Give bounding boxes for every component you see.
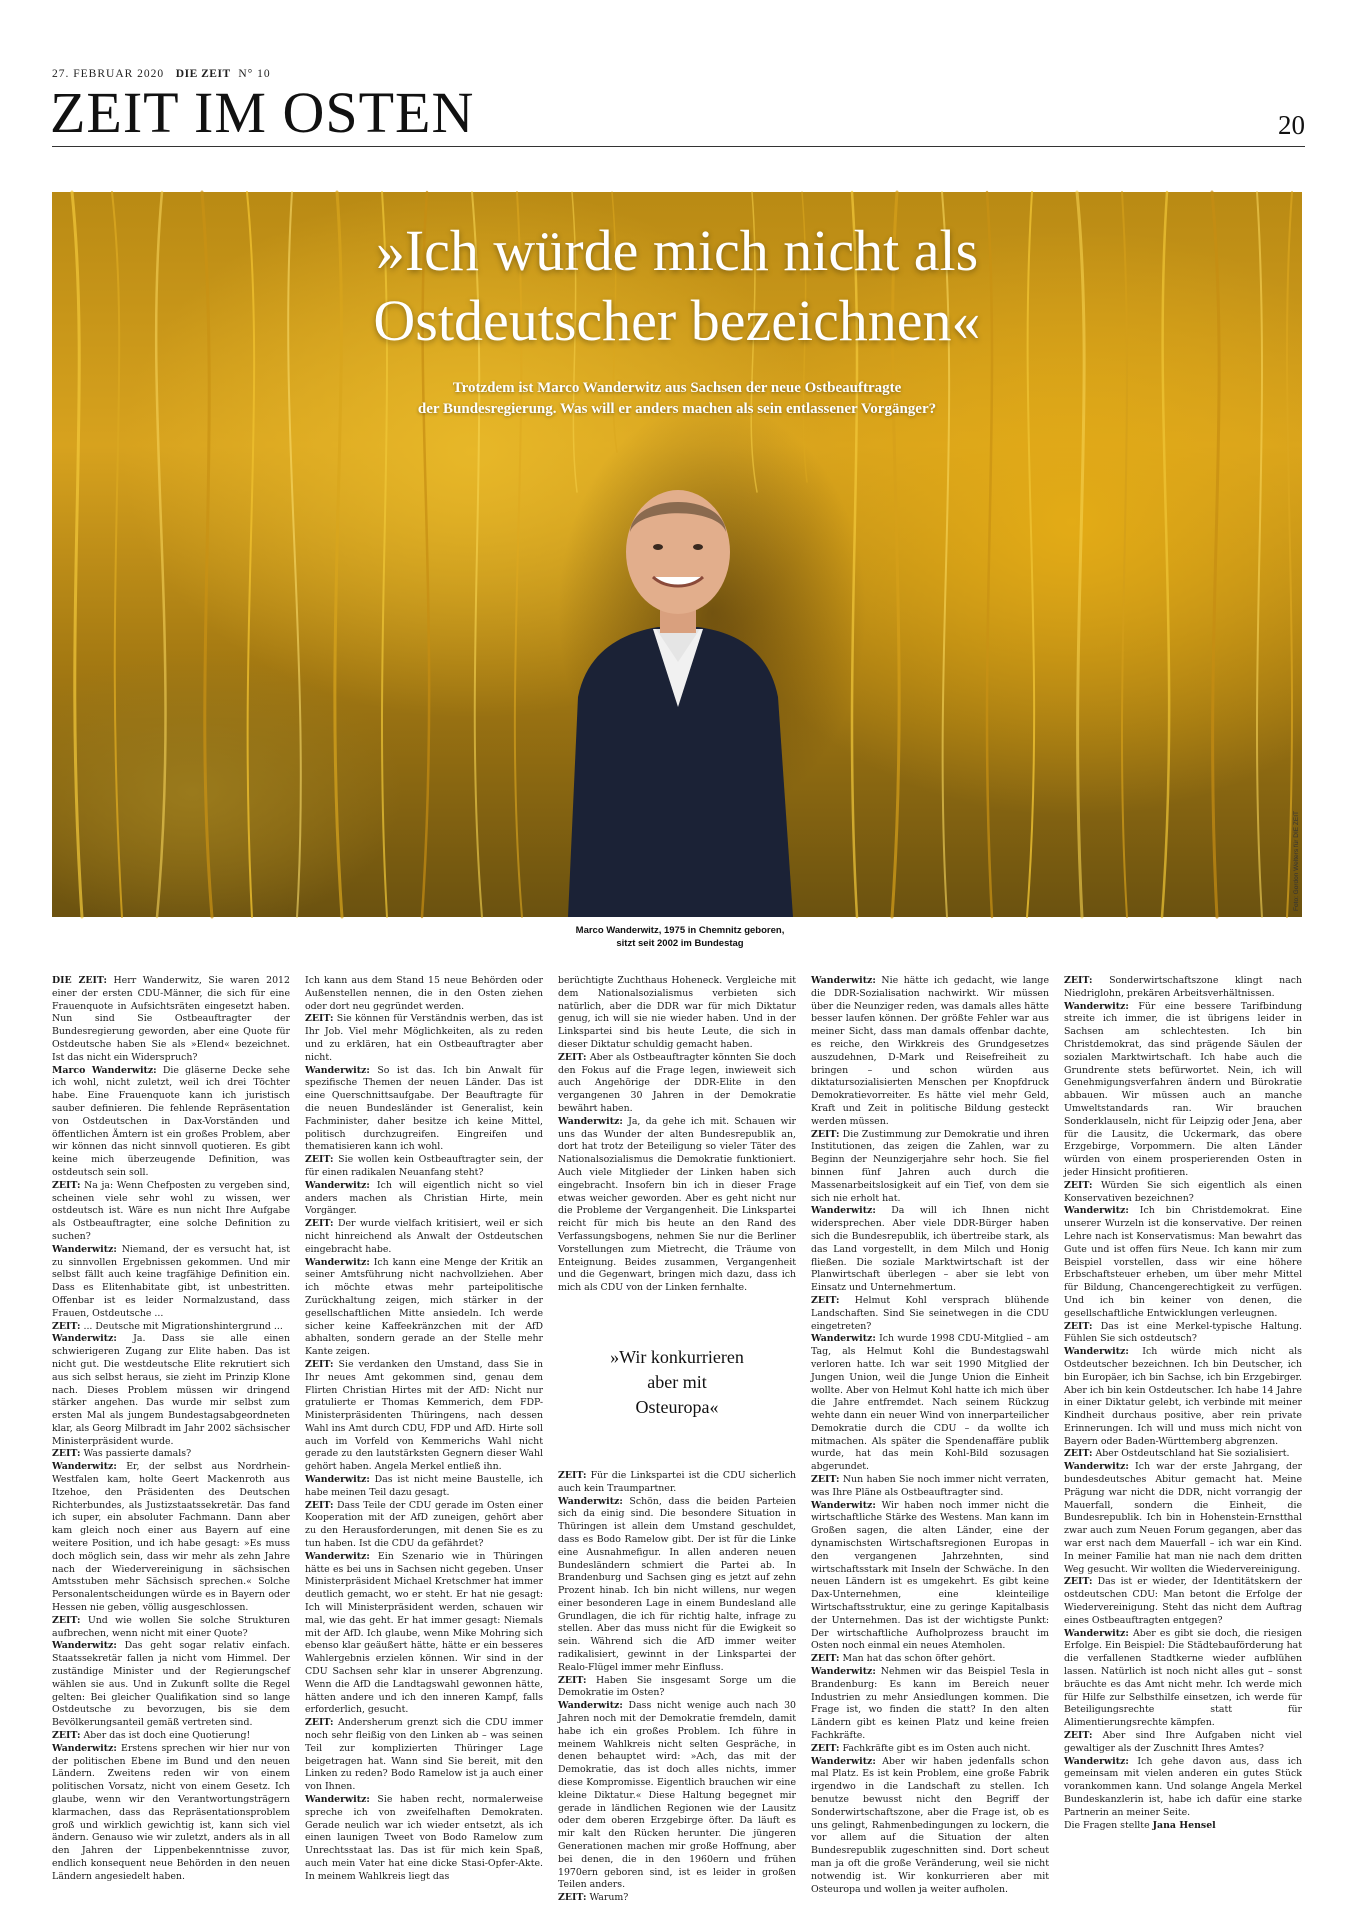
- paragraph: [305, 1359, 543, 1474]
- paragraph: [1064, 1628, 1302, 1730]
- paragraph: [305, 1500, 543, 1551]
- paragraph-text: Aber wir haben jedenfalls schon mal Platz. Es ist kein Problem, eine große Fabrik irgendwo in die Landschaft zu stellen. Ich benutze bewusst nicht den Begriff der Sonderwirtschaftszone, aber die Frage ist, ob es uns gelingt, Rahmenbedingungen zu lockern, die vor allem auf die Situation der alten Bundesrepublik zugeschnitten sind. Dort scheut man ja oft die große Veränderung, weil sie nicht notwendig ist. Wir konkurrieren aber mit Osteuropa und wollen ja weiter aufholen.: [811, 1755, 1049, 1895]
- pull-quote-line-3: Osteuropa«: [635, 1396, 719, 1417]
- speaker-label: Wanderwitz:: [52, 1461, 117, 1473]
- speaker-label: Wanderwitz:: [1064, 1755, 1129, 1767]
- paragraph-text: Aber es gibt sie doch, die riesigen Erfolge. Ein Beispiel: Die Städtebauförderung hat die verfallenen Stadtkerne wieder aufblühen lassen. Natürlich ist noch nicht alles gut – sonst bräuchte es das Amt nicht mehr. Ich werde mich für Hilfe zur Selbsthilfe einsetzen, ich werde für Beteiligungsrechte statt für Alimentierungsrechte kämpfen.: [1064, 1627, 1302, 1729]
- paragraph-text: Was passierte damals?: [80, 1448, 192, 1460]
- paragraph: [52, 1180, 290, 1244]
- text-column-3-top: [558, 975, 796, 1295]
- paragraph: [52, 1615, 290, 1641]
- speaker-label: ZEIT:: [52, 1179, 81, 1191]
- paragraph: [1064, 1448, 1302, 1461]
- paragraph-text: berüchtigte Zuchthaus Hoheneck. Vergleiche mit dem Nationalsozialismus verbieten sich natürlich, aber die DDR war für mich Diktatur genug, ich will sie nie wieder haben. Und in der Linkspartei sind bis heute Leute, die sich in dieser Diktatur schuldig gemacht haben.: [558, 975, 796, 1050]
- article-headline: [52, 216, 1302, 356]
- paragraph-text: Die Zustimmung zur Demokratie und ihren Institutionen, das zeigen die Zahlen, war zu Beginn der Neunzigerjahre sehr hoch. Sie fiel binnen fünf Jahren auch durch die Massenarbeitslosigkeit auf ein Tief, von dem sie sich nie erholt hat.: [811, 1128, 1049, 1204]
- paragraph: [305, 1717, 543, 1794]
- paragraph: [305, 1065, 543, 1155]
- paragraph: [558, 1700, 796, 1892]
- issue-number: N° 10: [238, 68, 271, 80]
- speaker-label: ZEIT:: [811, 1128, 840, 1140]
- paragraph-text: Die gläserne Decke sehe ich wohl, nicht zuletzt, weil ich drei Töchter habe. Eine Frauenquote kann ich juristisch sauber definieren. Die fehlende Repräsentation von Ostdeutschen in Dax-Vorständen und öffentlichen Ämtern ist ein großes Problem, aber wir können das nicht sinnvoll quotieren. Es gibt keine mich überzeugende Definition, was ostdeutsch sein soll.: [52, 1064, 290, 1178]
- speaker-label: Wanderwitz:: [811, 1333, 876, 1345]
- speaker-label: Wanderwitz:: [52, 1333, 117, 1345]
- headline-line-2: Ostdeutscher bezeichnen«: [373, 288, 981, 353]
- section-title: ZEIT IM OSTEN: [50, 80, 475, 145]
- speaker-label: DIE ZEIT:: [52, 975, 107, 986]
- paragraph: [1064, 1756, 1302, 1820]
- paragraph-text: Sie verdanken den Umstand, dass Sie in Ihr neues Amt gekommen sind, genau dem Flirten Christian Hirtes mit der AfD: Nicht nur gratulierte er Thomas Kemmerich, dem FDP-Ministerpräsidenten Thüringens, nach dessen Wahl ins Amt durch CDU, FDP und AfD. Hirte soll auch im Vorfeld von Kemmerichs Wahl nicht gerade zu den lautstärksten Gegnern dieser Wahl gehört haben. Angela Merkel entließ ihn.: [305, 1358, 543, 1473]
- paragraph-text: Wir haben noch immer nicht die wirtschaftliche Stärke des Westens. Man kann im Großen sagen, die alten Länder, eine der dynamischsten Wirtschaftsregionen Europas in den vergangenen Jahrzehnten, sind wirtschaftsstark mit Inseln der Schwäche. In den neuen Ländern ist es umgekehrt. Es gibt keine Dax-Unternehmen, eine kleinteilige Wirtschaftsstruktur, eine zu geringe Kapitalbasis der Unternehmen. Das ist der wichtigste Punkt: Der wirtschaftliche Aufholprozess braucht im Osten noch einmal ein neues Atemholen.: [811, 1499, 1049, 1652]
- paragraph: [558, 975, 796, 1052]
- paragraph-text: Ich war der erste Jahrgang, der bundesdeutsches Abitur gemacht hat. Meine Prägung war nicht die DDR, nicht vorrangig der Mauerfall, sondern die Einheit, die Bundesrepublik. Ich bin in Hohenstein-Ernstthal zwar auch zum Neuen Forum gegangen, aber das war erst nach dem Mauerfall – ich war ein Kind. In meiner Familie hat man nie nach dem dritten Weg gesucht. Wir wollten die Wiedervereinigung.: [1064, 1461, 1302, 1575]
- paragraph-text: Ich bin Christdemokrat. Eine unserer Wurzeln ist die konservative. Der reinen Lehre nach ist Konservatismus: Man bewahrt das Gute und ist offen fürs Neue. Ich kann mir zum Beispiel vorstellen, dass wir eine höhere Erbschaftsteuer erheben, um über mehr Mittel für Bildung, Chancengerechtigkeit zu verfügen. Und ich bin keiner von denen, die gesellschaftliche Entwicklungen verleugnen.: [1064, 1205, 1302, 1319]
- portrait-figure: [538, 447, 818, 917]
- paragraph: [811, 1295, 1049, 1333]
- article-body: [52, 975, 1302, 1904]
- paragraph-text: Na ja: Wenn Chefposten zu vergeben sind, scheinen viele sehr wohl zu wissen, wer ostdeutsch ist. Wäre es nun nicht Ihre Aufgabe als Ostbeauftragter, eine solche Definition zu suchen?: [52, 1179, 290, 1242]
- paragraph-text: Aber als Ostbeauftragter könnten Sie doch den Fokus auf die Frage legen, inwieweit sich auch Angehörige der DDR-Elite in den vergangenen 30 Jahren in der Demokratie bewährt haben.: [558, 1051, 796, 1114]
- paragraph: [52, 1321, 290, 1334]
- paragraph-text: Nehmen wir das Beispiel Tesla in Brandenburg: Es kann im Bereich neuer Industrien zu mehr Ansiedlungen kommen. Die Frage ist, wo finden die statt? In den alten Ländern gibt es keinen Platz und keine freien Fachkräfte.: [811, 1666, 1049, 1742]
- speaker-label: Wanderwitz:: [1064, 1205, 1129, 1217]
- paragraph-text: Und wie wollen Sie solche Strukturen aufbrechen, wenn nicht mit einer Quote?: [52, 1614, 290, 1639]
- speaker-label: ZEIT:: [811, 1653, 840, 1665]
- speaker-label: ZEIT:: [52, 1614, 81, 1626]
- speaker-label: Wanderwitz:: [558, 1700, 623, 1712]
- paragraph: [811, 1756, 1049, 1897]
- paragraph-text: Andersherum grenzt sich die CDU immer noch sehr fleißig von den Linken ab – was seinen Teil zur komplizierten Thüringer Lage beigetragen hat. Wann sind Sie bereit, mit den Linken zu reden? Bodo Ramelow ist ja auch einer von Ihnen.: [305, 1717, 543, 1793]
- speaker-label: Wanderwitz:: [558, 1495, 623, 1507]
- speaker-label: Wanderwitz:: [305, 1179, 370, 1191]
- speaker-label: ZEIT:: [305, 1218, 334, 1230]
- paragraph-text: Da will ich Ihnen nicht widersprechen. Aber viele DDR-Bürger haben sich die Bundesrepublik, ich übertreibe stark, als das Land vorgestellt, in dem Milch und Honig fließen. Die soziale Marktwirtschaft ist der Planwirtschaft überlegen – aber sie lebt von Einsatz und Unternehmertum.: [811, 1205, 1049, 1294]
- paragraph-text: Herr Wanderwitz, Sie waren 2012 einer der ersten CDU-Männer, die sich für eine Frauenquote in Aufsichtsräten eingesetzt haben. Nun sind Sie Ostbeauftragter der Bundesregierung geworden, aber eine Quote für Ostdeutsche haben Sie als »Elend« bezeichnet. Ist das nicht ein Widerspruch?: [52, 975, 290, 1063]
- paragraph-text: Für eine bessere Tarifbindung streite ich immer, die ist übrigens leider in Sachsen am schlechtesten. Ich bin Christdemokrat, das sind prägende Säulen der sozialen Marktwirtschaft. Ich habe auch die Grundrente stets befürwortet. Nein, ich will Genehmigungsverfahren ändern und Bürokratie abbauen. Wir müssen auch an manche Umweltstandards ran. Wir brauchen Sonderklauseln, nicht für Leipzig oder Jena, aber für die Lausitz, die Uckermark, das obere Erzgebirge, Vorpommern. Die alten Länder würden von einem prosperierenden Osten in jeder Hinsicht profitieren.: [1064, 1000, 1302, 1178]
- text-column-4: [811, 975, 1049, 1895]
- speaker-label: Wanderwitz:: [1064, 1461, 1129, 1473]
- paragraph-text: Aber sind Ihre Aufgaben nicht viel gewaltiger als der Zuschnitt Ihres Amtes?: [1064, 1730, 1302, 1754]
- paragraph: [1064, 1321, 1302, 1347]
- text-column-1: [52, 975, 290, 1882]
- pull-quote-line-2: aber mit: [647, 1371, 707, 1392]
- speaker-label: Wanderwitz:: [811, 975, 876, 986]
- speaker-label: Wanderwitz:: [52, 1640, 117, 1652]
- paragraph-text: So ist das. Ich bin Anwalt für spezifische Themen der neuen Länder. Das ist eine Querschnittsaufgabe. Der Beauftragte für die neuen Bundesländer ist Generalist, kein Fachminister, daher besitze ich keine Mittel, politisch durchzugreifen. Eingreifen und thematisieren kann ich wohl.: [305, 1064, 543, 1153]
- issue-date: 27. FEBRUAR 2020: [52, 68, 165, 80]
- paragraph-text: Das geht sogar relativ einfach. Staatssekretär fallen ja nicht vom Himmel. Der zuständige Minister und der Regierungschef wählen sie aus. Und in Zukunft sollte die Regel gelten: Bei gleicher Qualifikation sind so lange Ostdeutsche zu bevorzugen, bis sie dem Bevölkerungsanteil gemäß vertreten sind.: [52, 1640, 290, 1729]
- paragraph: [558, 1052, 796, 1116]
- paragraph-text: Der wurde vielfach kritisiert, weil er sich nicht hinreichend als Anwalt der Ostdeutschen eingebracht habe.: [305, 1218, 543, 1255]
- speaker-label: ZEIT:: [811, 1294, 840, 1306]
- paragraph: [811, 1129, 1049, 1206]
- speaker-label: ZEIT:: [52, 1320, 81, 1332]
- paragraph: [52, 1743, 290, 1884]
- subhead-line-2: der Bundesregierung. Was will er anders machen als sein entlassener Vorgänger?: [417, 401, 937, 417]
- paragraph: [305, 1180, 543, 1218]
- paragraph-text: Nie hätte ich gedacht, wie lange die DDR-Sozialisation nachwirkt. Wir müssen über die Neunziger reden, was damals alles hätte besser laufen können. Der größte Fehler war aus meiner Sicht, dass man damals offenbar dachte, es reiche, den Wirkkreis des Grundgesetzes auszudehnen, D-Mark und Reisefreiheit zu bringen – und schon würden aus diktatursozialisierten Menschen per Knopfdruck Demokratievorreiter. Es hätte viel mehr Geld, Kraft und Zeit in politische Bildung gesteckt werden müssen.: [811, 975, 1049, 1127]
- photo-caption: [540, 924, 820, 950]
- paragraph-text: Ich kann aus dem Stand 15 neue Behörden oder Außenstellen nennen, die in den Osten ziehen oder dort neu gegründet werden.: [305, 975, 543, 1012]
- paragraph: [811, 1743, 1049, 1756]
- text-column-2: [305, 975, 543, 1882]
- paragraph: [305, 1794, 543, 1884]
- subhead-line-1: Trotzdem ist Marco Wanderwitz aus Sachsen der neue Ostbeauftragte: [452, 380, 902, 396]
- article-subhead: [52, 378, 1302, 420]
- text-column-5-body: [1064, 975, 1302, 1820]
- paragraph: [305, 1551, 543, 1717]
- speaker-label: Marco Wanderwitz:: [52, 1064, 157, 1076]
- pull-quote-line-1: »Wir konkurrieren: [610, 1346, 744, 1367]
- text-column-3: [558, 975, 796, 1904]
- speaker-label: ZEIT:: [1064, 1730, 1093, 1742]
- paragraph-text: Warum?: [586, 1892, 629, 1904]
- paragraph-text: Erstens sprechen wir hier nur von der politischen Ebene im Bund und den neuen Ländern. Zweitens reden wir von einem politischen Vorsatz, nicht von einem Gesetz. Ich glaube, wenn wir den Verantwortungsträgern klarmachen, dass das Repräsentationsproblem groß und wirklich gewichtig ist, kann sich viel ändern. Genauso wie wir zuletzt, anders als in all den Jahren der Lippenbekenntnisse zuvor, endlich konsequent neue Behörden in den neuen Ländern angesiedelt haben.: [52, 1742, 290, 1882]
- paragraph: [811, 1653, 1049, 1666]
- speaker-label: ZEIT:: [1064, 1179, 1093, 1191]
- speaker-label: ZEIT:: [305, 1154, 334, 1166]
- paragraph-text: Sie haben recht, normalerweise spreche ich von zweifelhaften Demokraten. Gerade neulich war ich wieder entsetzt, als ich einen launigen Tweet von Bodo Ramelow zum Unrechtsstaat las. Das ist für mich kein Spaß, auch mein Vater hat eine dicke Stasi-Opfer-Akte. In meinem Wahlkreis liegt das: [305, 1794, 543, 1882]
- speaker-label: ZEIT:: [52, 1448, 81, 1460]
- paragraph: [811, 1500, 1049, 1654]
- paragraph: [1064, 1730, 1302, 1756]
- paragraph-text: Würden Sie sich eigentlich als einen Konservativen bezeichnen?: [1064, 1179, 1302, 1204]
- speaker-label: ZEIT:: [52, 1730, 81, 1742]
- paragraph: [558, 1496, 796, 1675]
- paragraph: [1064, 1001, 1302, 1180]
- paragraph: [811, 1205, 1049, 1295]
- speaker-label: Wanderwitz:: [52, 1243, 117, 1255]
- masthead-meta: [52, 68, 271, 80]
- speaker-label: Wanderwitz:: [558, 1115, 623, 1127]
- paragraph: [1064, 1576, 1302, 1627]
- paragraph: [811, 1333, 1049, 1474]
- speaker-label: Wanderwitz:: [811, 1755, 876, 1767]
- paragraph-text: Das ist nicht meine Baustelle, ich habe meinen Teil dazu gesagt.: [305, 1474, 543, 1498]
- paragraph-text: Ich will eigentlich nicht so viel anders machen als Christian Hirte, mein Vorgänger.: [305, 1179, 543, 1217]
- speaker-label: Wanderwitz:: [1064, 1346, 1129, 1358]
- speaker-label: Wanderwitz:: [305, 1794, 370, 1805]
- paragraph: [1064, 975, 1302, 1001]
- publication-name: DIE ZEIT: [175, 68, 231, 80]
- speaker-label: Wanderwitz:: [305, 1474, 370, 1486]
- speaker-label: ZEIT:: [305, 1717, 334, 1729]
- speaker-label: ZEIT:: [558, 1674, 587, 1686]
- speaker-label: Wanderwitz:: [1064, 1000, 1129, 1012]
- paragraph-text: Ich kann eine Menge der Kritik an seiner Amtsführung nicht nachvollziehen. Aber ich möchte etwas mehr parteipolitische Zurückhaltung zeigen, mich stärker in der gesellschaftlichen Mitte ansiedeln. Ich werde sicher keine Kaffeekränzchen mit der AfD abhalten, sondern gerade an der Stelle mehr Kante zeigen.: [305, 1256, 543, 1358]
- paragraph-text: Dass nicht wenige auch nach 30 Jahren noch mit der Demokratie fremdeln, damit habe ich ein großes Problem. Ich führe in meinem Wahlkreis nicht selten Gespräche, in denen behauptet wird: »Ach, das mit der Demokratie, das ist doch alles nichts, immer diese Kompromisse. Eigentlich brauchen wir eine kleine Diktatur.« Diese Haltung begegnet mir gerade in ländlichen Regionen wie der Lausitz oder dem oberen Erzgebirge öfter. Da läuft es mir kalt den Rücken herunter. Die jüngeren Generationen machen mir große Hoffnung, aber bei denen, die in den 1960ern und frühen 1970ern geboren sind, ist es leider in großen Teilen anders.: [558, 1700, 796, 1891]
- paragraph-text: ... Deutsche mit Migrationshintergrund ...: [80, 1320, 283, 1332]
- speaker-label: ZEIT:: [811, 1742, 840, 1754]
- paragraph: [305, 1013, 543, 1064]
- speaker-label: ZEIT:: [305, 1013, 334, 1025]
- paragraph: [811, 1474, 1049, 1500]
- paragraph-text: Helmut Kohl versprach blühende Landschaften. Sind Sie seinetwegen in die CDU eingetreten?: [811, 1294, 1049, 1332]
- byline-prefix: Die Fragen stellte: [1064, 1819, 1150, 1831]
- paragraph: [558, 1892, 796, 1905]
- paragraph: [558, 1470, 796, 1496]
- paragraph: [811, 975, 1049, 1129]
- paragraph: [1064, 1180, 1302, 1206]
- speaker-label: Wanderwitz:: [811, 1499, 876, 1511]
- paragraph: [811, 1666, 1049, 1743]
- speaker-label: ZEIT:: [1064, 1320, 1093, 1332]
- paragraph-text: Ich würde mich nicht als Ostdeutscher bezeichnen. Ich bin Deutscher, ich bin Europäer, ich bin Sachse, ich bin Erzgebirger. Aber ich bin kein Ostdeutscher. Ich habe 14 Jahre in einer Diktatur gelebt, ich verbinde mit meiner Kindheit durchaus positive, aber rein private Erinnerungen. Ich will und muss mich nicht von Bayern oder Baden-Württemberg abgrenzen.: [1064, 1346, 1302, 1447]
- speaker-label: Wanderwitz:: [811, 1666, 876, 1678]
- speaker-label: Wanderwitz:: [52, 1742, 117, 1754]
- paragraph-text: Ja, da gehe ich mit. Schauen wir uns das Wunder der alten Bundesrepublik an, dort hat trotz der Beteiligung so vieler Täter des Nationalsozialismus die Demokratie funktioniert. Auch viele Mitglieder der Linken haben sich eingebracht. Insofern bin ich in dieser Frage etwas weicher geworden. Aber es geht nicht nur die Probleme der Vergangenheit. Die Linkspartei reicht für mich bis heute an den Rand des Verfassungsbogens, nehmen Sie nur die Berliner Vorstellungen zum Mietrecht, die Träume von Enteignung. Beides zusammen, Vergangenheit und die Gegenwart, bringen mich dazu, dass ich mich als CDU von der Linken fernhalte.: [558, 1115, 796, 1294]
- speaker-label: Wanderwitz:: [305, 1064, 370, 1076]
- byline: [1064, 1820, 1302, 1833]
- paragraph: [52, 1730, 290, 1743]
- caption-line-2: sitzt seit 2002 im Bundestag: [616, 938, 744, 949]
- paragraph: [305, 1154, 543, 1180]
- paragraph-text: Ich gehe davon aus, dass ich gemeinsam mit vielen anderen ein gutes Stück vorankommen kann. Und solange Angela Merkel Bundeskanzlerin ist, habe ich dafür eine starke Partnerin an meiner Seite.: [1064, 1755, 1302, 1818]
- page-number: 20: [1278, 110, 1305, 140]
- speaker-label: ZEIT:: [305, 1499, 334, 1511]
- speaker-label: Wanderwitz:: [305, 1550, 370, 1562]
- paragraph: [52, 1065, 290, 1180]
- hero-photo: [52, 192, 1302, 917]
- paragraph: [52, 1244, 290, 1321]
- text-column-3-bottom: [558, 1470, 796, 1905]
- speaker-label: ZEIT:: [305, 1358, 334, 1370]
- speaker-label: ZEIT:: [1064, 1448, 1093, 1460]
- paragraph-text: Er, der selbst aus Nordrhein-Westfalen kam, holte Geert Mackenroth aus Itzehoe, den Präsidenten des Deutschen Richterbundes, als Justizstaatssekretär. Das fand ich super, ein absoluter Fachmann. Dann aber kam gleich noch einer aus Bayern auf eine weitere Position, und ich habe gesagt: »Es muss doch möglich sein, dass wir mehr als zehn Jahre nach der Wiedervereinigung in sächsischen Amtsstuben mehr Sächsisch sprechen.« Solche Personalentscheidungen würde es in Bayern oder Hessen nie geben, völlig ausgeschlossen.: [52, 1461, 290, 1614]
- paragraph: [52, 975, 290, 1065]
- paragraph-text: Ich wurde 1998 CDU-Mitglied – am Tag, als Helmut Kohl die Bundestagswahl verloren hatte. Ich war seit 1990 Mitglied der Jungen Union, weil die Junge Union die Einheit wollte. Aber von Helmut Kohl hatte ich mich über die Jahre entfremdet. Nach seinem Rückzug wehte dann ein neuer Wind von innerparteilicher Demokratie durch die CDU – da wollte ich mitmachen. Als später die Spendenaffäre publik wurde, hat das mein Kohl-Bild sozusagen abgerundet.: [811, 1333, 1049, 1473]
- paragraph: [558, 1675, 796, 1701]
- paragraph: [1064, 1346, 1302, 1448]
- paragraph-text: Fachkräfte gibt es im Osten auch nicht.: [839, 1742, 1031, 1754]
- text-column-5: [1064, 975, 1302, 1865]
- paragraph-text: Das ist eine Merkel-typische Haltung. Fühlen Sie sich ostdeutsch?: [1064, 1320, 1302, 1345]
- header-rule: [52, 146, 1305, 147]
- speaker-label: ZEIT:: [811, 1474, 840, 1486]
- speaker-label: ZEIT:: [558, 1892, 587, 1904]
- paragraph-text: Sonderwirtschaftszone klingt nach Niedriglohn, prekären Arbeitsverhältnissen.: [1064, 975, 1302, 999]
- paragraph: [52, 1461, 290, 1615]
- photo-credit: Foto: Gordon Welters für DIE ZEIT: [1293, 811, 1300, 911]
- speaker-label: ZEIT:: [558, 1469, 587, 1481]
- paragraph-text: Sie wollen kein Ostbeauftragter sein, der für einen radikalen Neuanfang steht?: [305, 1154, 543, 1178]
- speaker-label: ZEIT:: [1064, 975, 1093, 986]
- paragraph-text: Ja. Dass sie alle einen schwierigeren Zugang zur Elite haben. Das ist nicht gut. Die westdeutsche Elite rekrutiert sich aus sich selbst heraus, sie zieht im Prinzip Klone nach. Dieses Problem müssen wir dringend stärker angehen. Das wurde mir selbst zum ersten Mal als jungem Bundestagsabgeordneten klar, als Georg Milbradt im Jahr 2002 sächsischer Ministerpräsident wurde.: [52, 1333, 290, 1447]
- paragraph: [52, 1640, 290, 1730]
- paragraph-text: Aber Ostdeutschland hat Sie sozialisiert.: [1092, 1448, 1290, 1460]
- paragraph-text: Haben Sie insgesamt Sorge um die Demokratie im Osten?: [558, 1674, 796, 1699]
- paragraph: [1064, 1461, 1302, 1576]
- paragraph-text: Dass Teile der CDU gerade im Osten einer Kooperation mit der AfD zuneigen, gehört aber zu den Herausforderungen, mit denen Sie es zu tun haben. Ist die CDU da gefährdet?: [305, 1499, 543, 1550]
- paragraph-text: Das ist er wieder, der Identitätskern der ostdeutschen CDU: Man betont die Erfolge der Wiedervereinigung. Steht das nicht dem Auftrag eines Ostbeauftragten entgegen?: [1064, 1576, 1302, 1626]
- speaker-label: Wanderwitz:: [305, 1256, 370, 1268]
- paragraph: [305, 975, 543, 1013]
- headline-line-1: »Ich würde mich nicht als: [375, 218, 979, 283]
- speaker-label: ZEIT:: [558, 1051, 587, 1063]
- paragraph-text: Aber das ist doch eine Quotierung!: [80, 1730, 251, 1742]
- paragraph: [52, 1448, 290, 1461]
- speaker-label: Wanderwitz:: [811, 1205, 876, 1217]
- paragraph: [52, 1333, 290, 1448]
- paragraph-text: Für die Linkspartei ist die CDU sicherlich auch kein Traumpartner.: [558, 1469, 796, 1494]
- paragraph: [558, 1116, 796, 1295]
- paragraph-text: Schön, dass die beiden Parteien sich da einig sind. Die besondere Situation in Thüringen ist allein dem Umstand geschuldet, dass es Bodo Ramelow gibt. Der ist für die Linke eine Ausnahmefigur. In allen anderen neuen Bundesländern schmiert die Partei ab. In Brandenburg und Sachsen ging es jetzt auf zehn Prozent hinab. Ich bin nicht willens, nur wegen einer besonderen Lage in einem Bundesland alle Grundlagen, die ich für richtig halte, infrage zu stellen. Aber das muss nicht für die Ewigkeit so sein. Während sich die AfD immer weiter radikalisiert, gewinnt in der Linkspartei der Realo-Flügel immer mehr Einfluss.: [558, 1495, 796, 1673]
- paragraph: [305, 1257, 543, 1359]
- paragraph: [305, 1474, 543, 1500]
- paragraph: [305, 1218, 543, 1256]
- paragraph-text: Sie können für Verständnis werben, das ist Ihr Job. Viel mehr Möglichkeiten, als zu reden und zu erklären, hat ein Ostbeauftragter aber nicht.: [305, 1013, 543, 1063]
- paragraph-text: Niemand, der es versucht hat, ist zu sinnvollen Ergebnissen gekommen. Und mir selbst fällt auch keine tragfähige Definition ein. Dass es Elitenhabitate gibt, ist unbestritten. Offenbar ist es leider Normalzustand, dass Frauen, Ostdeutsche ...: [52, 1243, 290, 1319]
- paragraph-text: Nun haben Sie noch immer nicht verraten, was Ihre Pläne als Ostbeauftragter sind.: [811, 1474, 1049, 1498]
- pull-quote: [558, 1345, 796, 1420]
- speaker-label: ZEIT:: [1064, 1576, 1093, 1588]
- paragraph-text: Man hat das schon öfter gehört.: [839, 1653, 996, 1665]
- paragraph-text: Ein Szenario wie in Thüringen hätte es bei uns in Sachsen nicht gegeben. Unser Ministerpräsident Michael Kretschmer hat immer deutlich gemacht, wo er steht. Er hat nie gesagt: Ich will Ministerpräsident werden, schauen wir mal, wie das geht. Er hat immer gesagt: Niemals mit der AfD. Ich glaube, wenn Mike Mohring sich ebenso klar geäußert hätte, hätte er ein besseres Wahlergebnis erzielen können. Wir sind in der CDU Sachsen sehr klar in unserer Abgrenzung. Wenn die AfD die Landtagswahl gewonnen hätte, hätten andere und ich den inneren Kampf, falls erforderlich, gesucht.: [305, 1550, 543, 1716]
- paragraph: [1064, 1205, 1302, 1320]
- caption-line-1: Marco Wanderwitz, 1975 in Chemnitz geboren,: [575, 925, 785, 936]
- speaker-label: Wanderwitz:: [1064, 1627, 1129, 1639]
- byline-author: Jana Hensel: [1152, 1819, 1216, 1831]
